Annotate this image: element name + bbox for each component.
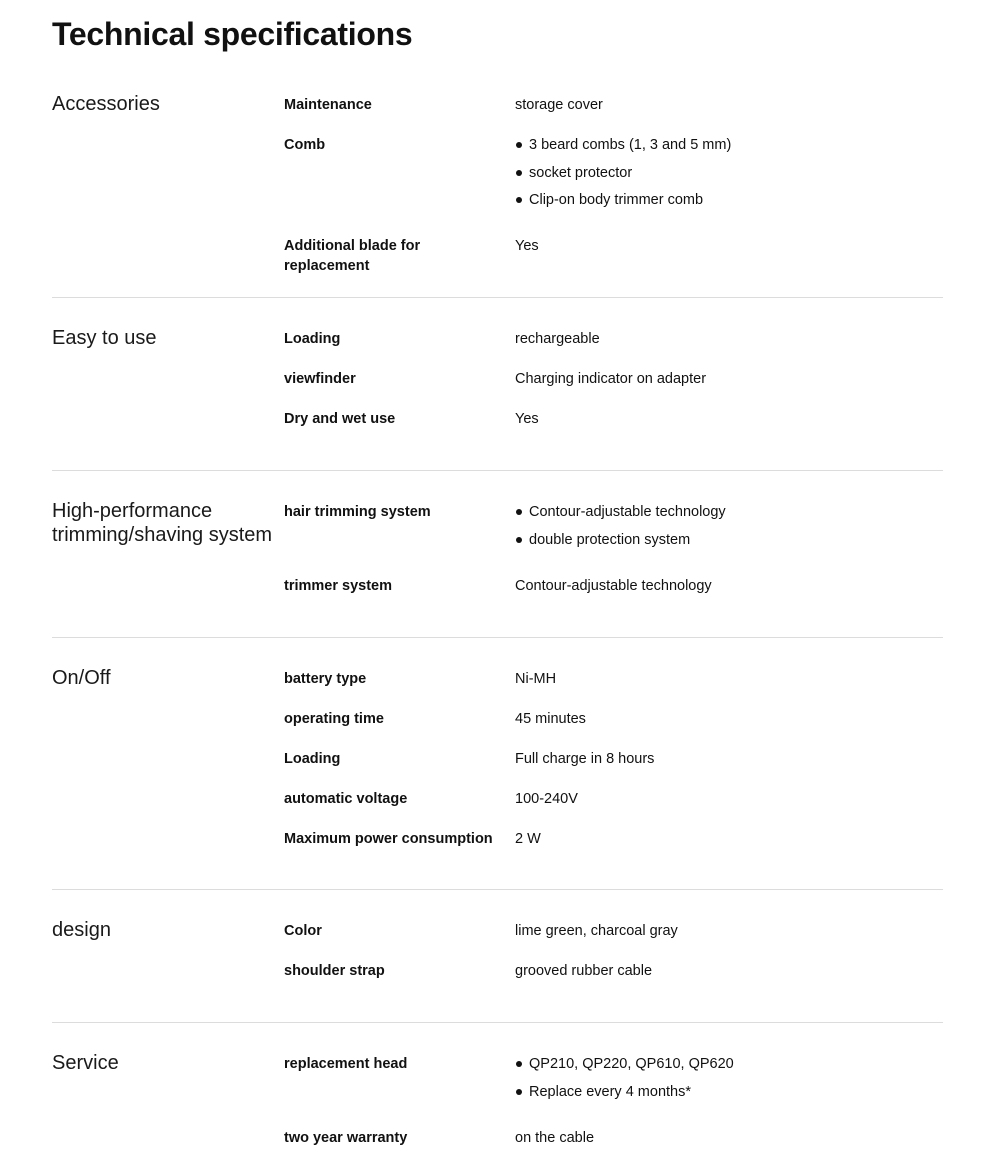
list-item-text: socket protector	[529, 164, 633, 181]
spec-label: viewfinder	[284, 371, 356, 387]
section-heading: On/Off	[52, 667, 111, 689]
spec-value: grooved rubber cable	[515, 963, 653, 979]
spec-label: Color	[284, 923, 322, 939]
list-item-text: Contour-adjustable technology	[529, 504, 726, 520]
bullet-icon	[516, 509, 522, 515]
spec-value: Full charge in 8 hours	[515, 751, 655, 767]
list-item	[515, 1054, 734, 1082]
spec-label: hair trimming system	[284, 504, 431, 520]
spec-value: 45 minutes	[515, 711, 586, 727]
spec-label: shoulder strap	[284, 963, 385, 979]
bullet-icon	[516, 142, 522, 148]
section-heading: Easy to use	[52, 327, 157, 349]
list-item-text: double protection system	[529, 531, 691, 548]
list-item	[515, 190, 731, 218]
spec-label: trimmer system	[284, 578, 392, 594]
bullet-icon	[516, 1089, 522, 1095]
section-heading: design	[52, 919, 111, 941]
spec-value: on the cable	[515, 1130, 595, 1146]
list-item	[515, 1082, 734, 1110]
section-divider	[52, 889, 943, 890]
spec-label: Loading	[284, 331, 341, 347]
spec-label: Comb	[284, 137, 326, 153]
list-item-text: 3 beard combs (1, 3 and 5 mm)	[529, 137, 732, 153]
section-divider	[52, 297, 943, 298]
spec-label: replacement head	[284, 1056, 408, 1072]
spec-label: two year warranty	[284, 1130, 408, 1146]
spec-label: operating time	[284, 711, 384, 727]
section-divider	[52, 1022, 943, 1023]
spec-label: battery type	[284, 671, 367, 687]
spec-label: automatic voltage	[284, 791, 408, 807]
spec-value-list	[515, 1054, 734, 1109]
spec-value: storage cover	[515, 97, 603, 113]
bullet-icon	[516, 1061, 522, 1067]
spec-value: Contour-adjustable technology	[515, 578, 712, 594]
list-item-text: QP210, QP220, QP610, QP620	[529, 1056, 734, 1072]
bullet-icon	[516, 197, 522, 203]
bullet-icon	[516, 170, 522, 176]
list-item	[515, 163, 731, 191]
list-item-text: Replace every 4 months*	[529, 1083, 691, 1100]
list-item-text: Clip-on body trimmer comb	[529, 192, 704, 208]
bullet-icon	[516, 537, 522, 543]
section-divider	[52, 470, 943, 471]
spec-label: Dry and wet use	[284, 411, 396, 427]
section-divider	[52, 637, 943, 638]
spec-label: Maximum power consumption	[284, 831, 493, 847]
page-title: Technical specifications	[52, 16, 413, 52]
spec-value: Ni-MH	[515, 671, 557, 687]
spec-value: Charging indicator on adapter	[515, 371, 707, 387]
list-item	[515, 502, 726, 530]
spec-label: Loading	[284, 751, 341, 767]
section-heading: Service	[52, 1052, 119, 1074]
spec-value: 2 W	[515, 831, 541, 847]
spec-value: lime green, charcoal gray	[515, 923, 678, 939]
section-heading: Accessories	[52, 93, 160, 115]
spec-value: 100-240V	[515, 791, 578, 807]
list-item	[515, 135, 731, 163]
spec-value-list	[515, 135, 731, 218]
section-heading: High-performance trimming/shaving system	[52, 500, 273, 546]
spec-value-list	[515, 502, 726, 557]
spec-label: Additional blade for replacement	[284, 238, 421, 274]
spec-value: Yes	[515, 411, 539, 427]
spec-value: rechargeable	[515, 331, 600, 347]
spec-label: Maintenance	[284, 97, 372, 113]
spec-value: Yes	[515, 238, 539, 254]
list-item	[515, 530, 726, 558]
